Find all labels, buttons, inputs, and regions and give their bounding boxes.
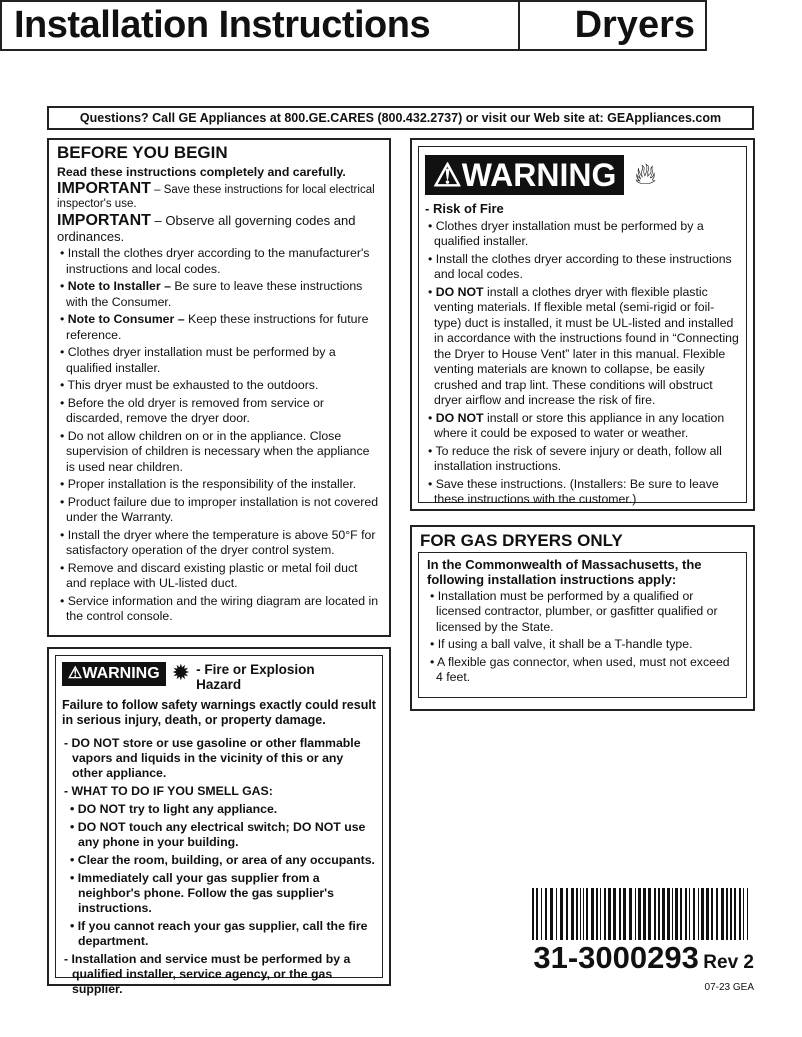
item-text: A flexible gas connector, when used, must not exceed 4 feet. <box>436 654 730 684</box>
list-item: • Immediately call your gas supplier from a neighbor's phone. Follow the gas supplier's instructions. <box>70 871 334 915</box>
list-item: • A flexible gas connector, when used, must not exceed 4 feet. <box>430 654 730 684</box>
page-title: Installation Instructions <box>14 4 431 46</box>
important-label: IMPORTANT <box>57 212 151 229</box>
barcode-bar <box>591 888 594 940</box>
item-text: Be sure to leave these instructions with the Consumer. <box>66 279 363 309</box>
barcode-bar <box>730 888 732 940</box>
list-item: • Note to Installer – Be sure to leave these instructions with the Consumer. <box>60 279 363 309</box>
barcode-bar <box>698 888 699 940</box>
barcode-bar <box>604 888 606 940</box>
list-item: • If using a ball valve, it shall be a T-handle type. <box>430 637 693 651</box>
important-text-1: – Save these instructions for local electrical inspector's use. <box>57 184 375 210</box>
warning-badge: ⚠WARNING <box>62 662 166 686</box>
gas-dryers-section <box>410 525 755 711</box>
list-item: • Clothes dryer installation must be performed by a qualified installer. <box>428 218 704 248</box>
hazard-title: - Fire or Explosion Hazard <box>196 662 315 692</box>
barcode-bar <box>600 888 601 940</box>
print-date: 07-23 GEA <box>704 982 754 993</box>
barcode-bar <box>608 888 611 940</box>
barcode-bar <box>706 888 709 940</box>
list-item: • Product failure due to improper installation is not covered under the Warranty. <box>60 494 379 524</box>
barcode-bar <box>566 888 568 940</box>
barcode-bar <box>541 888 542 940</box>
item-text: Remove and discard existing plastic or metal foil duct and replace with UL-listed duct. <box>66 560 358 590</box>
item-text: Install the clothes dryer according to the manufacturer's instructions and local codes. <box>66 246 370 276</box>
contact-bar: Questions? Call GE Appliances at 800.GE.CARES (800.432.2737) or visit our Web site at: GEAppliances.com <box>47 106 754 130</box>
risk-of-fire: - Risk of Fire <box>425 201 504 216</box>
warning-intro: Failure to follow safety warnings exactly could result in serious injury, death, or property damage. <box>62 698 376 727</box>
title-header <box>0 0 707 51</box>
part-number <box>533 940 754 976</box>
item-text: This dryer must be exhausted to the outdoors. <box>67 378 319 392</box>
list-item: • Clear the room, building, or area of any occupants. <box>70 853 375 867</box>
item-text: Save these instructions. (Installers: Be sure to leave these instructions with the customer.) <box>434 476 719 506</box>
barcode <box>532 888 752 940</box>
barcode-bar <box>550 888 553 940</box>
list-item: - Installation and service must be performed by a qualified installer, service agency, or the gas supplier. <box>64 952 351 996</box>
barcode-bar <box>576 888 578 940</box>
item-bold: Note to Installer – <box>67 279 171 293</box>
item-text: Do not allow children on or in the appliance. Close supervision of children is necessary when the appliance is used near children. <box>66 428 370 474</box>
gas-warning-box <box>47 647 391 996</box>
barcode-bar <box>675 888 678 940</box>
item-text: Proper installation is the responsibility of the installer. <box>67 477 357 491</box>
barcode-bar <box>638 888 641 940</box>
list-item: • Proper installation is the responsibility of the installer. <box>60 477 357 491</box>
barcode-bar <box>532 888 534 940</box>
item-text: To reduce the risk of severe injury or death, follow all installation instructions. <box>434 443 722 473</box>
list-item: • If you cannot reach your gas supplier, call the fire department. <box>70 919 368 948</box>
barcode-bar <box>654 888 656 940</box>
item-text: install or store this appliance in any location where it could be exposed to water or weather. <box>434 410 725 440</box>
barcode-bar <box>648 888 651 940</box>
list-item: • Install the clothes dryer according to these instructions and local codes. <box>428 251 732 281</box>
barcode-bar <box>685 888 687 940</box>
item-text: Installation must be performed by a qualified or licensed contractor, plumber, or gasfitter qualified or licensed by the State. <box>436 588 718 634</box>
part-number-text: 31-3000293 <box>533 940 699 975</box>
fire-icon: 🔥︎ <box>634 158 657 192</box>
barcode-bar <box>734 888 736 940</box>
massachusetts-intro: In the Commonwealth of Massachusetts, the following installation instructions apply: <box>427 556 702 587</box>
revision: Rev 2 <box>703 952 754 973</box>
barcode-bar <box>716 888 718 940</box>
item-bold: DO NOT <box>435 284 484 299</box>
list-item: • Do not allow children on or in the appliance. Close supervision of children is necessary when the appliance is used near children. <box>60 428 370 474</box>
list-item: • Remove and discard existing plastic or metal foil duct and replace with UL-listed duct. <box>60 560 358 590</box>
item-bold: DO NOT <box>435 410 484 425</box>
before-you-begin-section <box>47 138 391 637</box>
barcode-bar <box>623 888 626 940</box>
barcode-bar <box>711 888 713 940</box>
barcode-bar <box>619 888 621 940</box>
barcode-bar <box>743 888 744 940</box>
item-bold: Note to Consumer – <box>67 312 185 326</box>
explosion-icon: ✹ <box>171 660 191 685</box>
barcode-bar <box>580 888 581 940</box>
barcode-bar <box>536 888 538 940</box>
barcode-bar <box>556 888 557 940</box>
list-item: • DO NOT install or store this appliance in any location where it could be exposed to water or weather. <box>428 410 725 440</box>
barcode-bar <box>739 888 741 940</box>
barcode-bar <box>586 888 588 940</box>
list-item: • Note to Consumer – Keep these instructions for future reference. <box>60 312 369 342</box>
barcode-bar <box>721 888 724 940</box>
list-item: • Service information and the wiring diagram are located in the control console. <box>60 593 379 623</box>
item-text: Service information and the wiring diagram are located in the control console. <box>66 593 379 623</box>
list-item: • To reduce the risk of severe injury or death, follow all installation instructions. <box>428 443 722 473</box>
item-text: Clothes dryer installation must be performed by a qualified installer. <box>434 218 704 248</box>
read-instructions: Read these instructions completely and carefully. <box>57 164 346 179</box>
item-text: Install the clothes dryer according to these instructions and local codes. <box>434 251 732 281</box>
barcode-bar <box>643 888 646 940</box>
fire-warning-box <box>410 138 755 511</box>
barcode-bar <box>726 888 728 940</box>
list-item: • DO NOT try to light any appliance. <box>70 802 278 816</box>
barcode-bar <box>629 888 632 940</box>
barcode-bar <box>747 888 748 940</box>
list-item: - DO NOT store or use gasoline or other flammable vapors and liquids in the vicinity of this or any other appliance. <box>64 736 361 780</box>
list-item: • Install the dryer where the temperature is above 50°F for satisfactory operation of the dryer control system. <box>60 527 376 557</box>
gas-heading: FOR GAS DRYERS ONLY <box>420 531 623 550</box>
barcode-bar <box>583 888 584 940</box>
item-text: If using a ball valve, it shall be a T-handle type. <box>437 637 693 651</box>
barcode-bar <box>596 888 598 940</box>
barcode-bar <box>693 888 695 940</box>
product-name: Dryers <box>518 2 705 49</box>
item-text: Keep these instructions for future reference. <box>66 312 369 342</box>
list-item: • This dryer must be exhausted to the outdoors. <box>60 378 319 392</box>
list-item: • DO NOT touch any electrical switch; DO NOT use any phone in your building. <box>70 820 366 849</box>
item-text: Product failure due to improper installation is not covered under the Warranty. <box>66 494 379 524</box>
barcode-bar <box>658 888 660 940</box>
barcode-bar <box>689 888 690 940</box>
before-heading: BEFORE YOU BEGIN <box>57 143 228 162</box>
barcode-bar <box>545 888 547 940</box>
list-item: • Before the old dryer is removed from service or discarded, remove the dryer door. <box>60 395 325 425</box>
item-text: install a clothes dryer with flexible plastic venting materials. If flexible metal (semi-rigid or foil-type) duct is installed, it must be UL-listed and installed in accordance with the instructions found in “Connecting the Dryer to House Vent” later in this manual. Flexible venting materials are known to collapse, be easily crushed and trap lint. These conditions will obstruct dryer airflow and increase the risk of fire. <box>434 284 739 407</box>
barcode-bar <box>571 888 574 940</box>
item-text: Before the old dryer is removed from service or discarded, remove the dryer door. <box>66 395 325 425</box>
barcode-bar <box>560 888 563 940</box>
barcode-bar <box>635 888 636 940</box>
warning-badge: ⚠WARNING <box>425 155 624 195</box>
list-item: • Install the clothes dryer according to the manufacturer's instructions and local codes. <box>60 246 370 276</box>
barcode-bar <box>680 888 682 940</box>
barcode-bar <box>667 888 670 940</box>
list-item: - WHAT TO DO IF YOU SMELL GAS: <box>64 784 273 798</box>
list-item: • DO NOT install a clothes dryer with flexible plastic venting materials. If flexible metal (semi-rigid or foil-type) duct is installed, it must be UL-listed and installed in accordance with the instructions found in “Connecting the Dryer to House Vent” later in this manual. Flexible venting materials are known to collapse, be easily crushed and trap lint. These conditions will obstruct dryer airflow and increase the risk of fire. <box>428 284 739 407</box>
list-item: • Save these instructions. (Installers: Be sure to leave these instructions with the customer.) <box>428 476 719 506</box>
important-label: IMPORTANT <box>57 180 151 197</box>
item-text: Clothes dryer installation must be performed by a qualified installer. <box>66 345 336 375</box>
barcode-bar <box>672 888 673 940</box>
barcode-bar <box>701 888 704 940</box>
list-item: • Installation must be performed by a qualified or licensed contractor, plumber, or gasfitter qualified or licensed by the State. <box>430 588 718 634</box>
barcode-bar <box>613 888 616 940</box>
item-text: Install the dryer where the temperature is above 50°F for satisfactory operation of the dryer control system. <box>66 527 376 557</box>
barcode-bar <box>662 888 665 940</box>
important-text-2: – Observe all governing codes and ordinances. <box>57 213 356 244</box>
list-item: • Clothes dryer installation must be performed by a qualified installer. <box>60 345 336 375</box>
